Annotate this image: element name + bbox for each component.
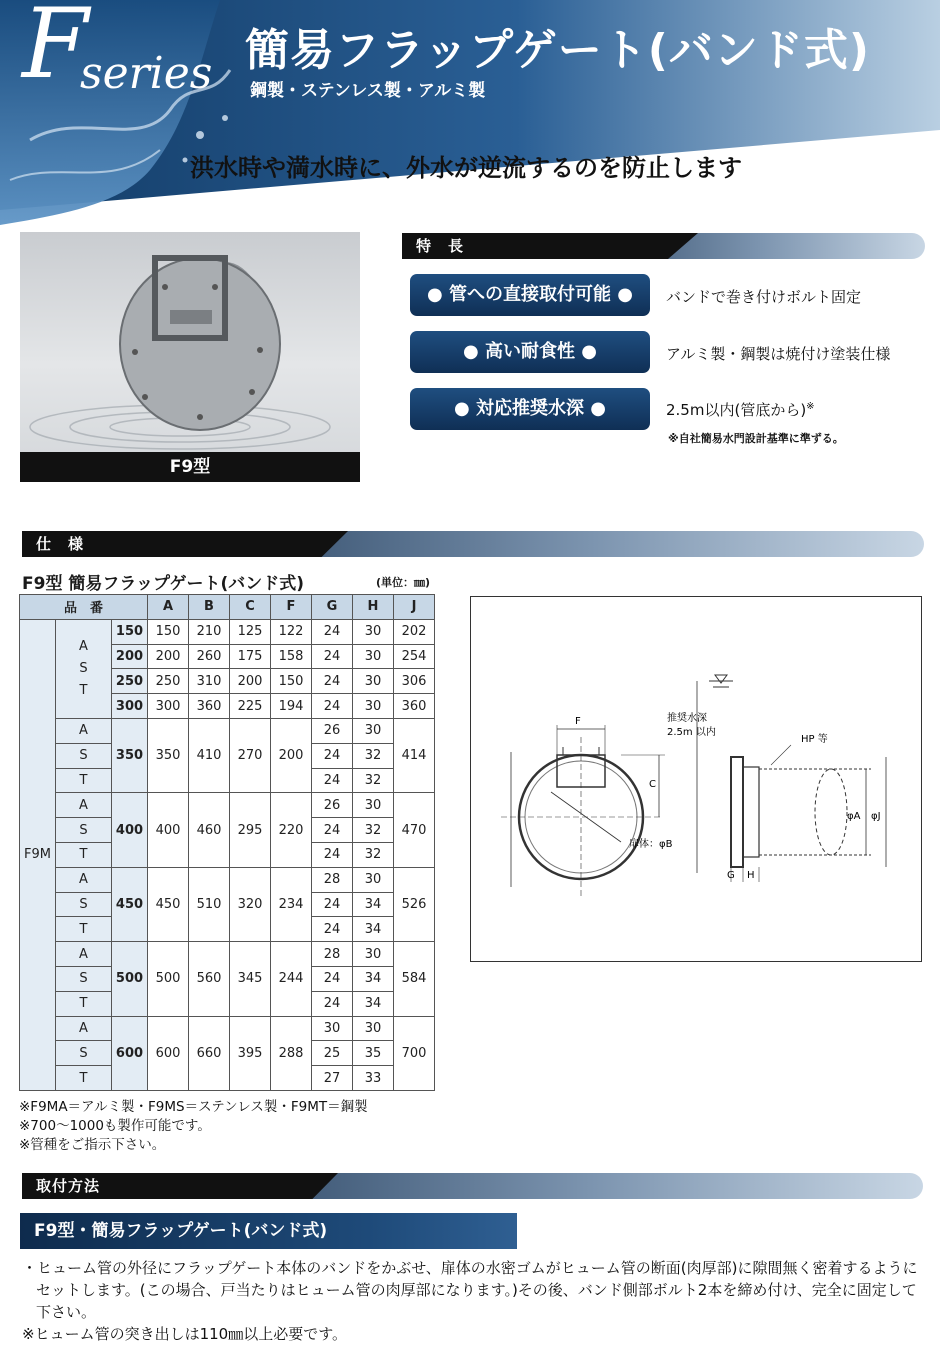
table-cell: 250 [112,669,148,694]
table-cell: 300 [148,694,189,719]
table-cell: 32 [353,818,394,843]
gate-side-view [731,757,743,867]
ast-letters-cell [56,619,112,718]
depth-label-1: 推奨水深 [667,713,707,724]
table-cell: A [56,942,112,967]
spec-notes [19,1098,368,1155]
table-cell: 24 [312,842,353,867]
table-row [20,718,435,743]
feature-corrosion-text: アルミ製・鋼製は焼付け塗装仕様 [666,345,891,363]
table-cell: 175 [230,644,271,669]
table-cell: 30 [353,867,394,892]
table-cell: 225 [230,694,271,719]
table-cell: 700 [394,1016,435,1090]
table-cell: 32 [353,743,394,768]
table-row [20,867,435,892]
col-header-c: C [230,595,271,620]
table-cell: 26 [312,718,353,743]
table-cell: 450 [112,867,148,941]
table-cell: 24 [312,669,353,694]
spec-table [19,594,435,1091]
table-cell: 33 [353,1066,394,1091]
table-cell: 30 [312,1016,353,1041]
table-cell: 600 [112,1016,148,1090]
table-cell: 34 [353,917,394,942]
spec-section-label: 仕 様 [36,535,85,553]
table-row [20,1016,435,1041]
table-cell: 310 [189,669,230,694]
flap-gate-illustration [20,232,360,452]
table-cell: 410 [189,718,230,792]
table-cell: S [56,743,112,768]
table-cell: A [56,1016,112,1041]
table-cell: 30 [353,718,394,743]
table-cell: 234 [271,867,312,941]
hp-label: HP 等 [801,734,828,745]
feature-water-depth: ● 対応推奨水深 ● [410,388,650,430]
page-title: 簡易フラップゲート(バンド式) [245,25,871,76]
spec-unit: (単位：㎜) [376,576,431,589]
spec-table-title: F9型 簡易フラップゲート(バンド式) [22,574,305,594]
dim-label-c: C [649,779,656,790]
table-cell: T [56,991,112,1016]
table-cell: 32 [353,768,394,793]
table-cell: 24 [312,694,353,719]
table-cell: 32 [353,842,394,867]
part-no-header: 品 番 [20,595,148,620]
dim-label-phia: φA [847,811,861,822]
table-cell: 288 [271,1016,312,1090]
table-cell: 360 [394,694,435,719]
door-diameter-label: 扉体：φB [629,839,673,850]
technical-drawing-svg [471,597,923,963]
dim-label-phij: φJ [871,811,881,822]
col-header-h: H [353,595,394,620]
tagline: 洪水時や満水時に、外水が逆流するのを防止します [190,154,742,182]
type-letter: T [79,682,88,698]
table-cell: 584 [394,942,435,1016]
table-cell: 24 [312,619,353,644]
table-cell: 300 [112,694,148,719]
table-cell: 560 [189,942,230,1016]
table-cell: 400 [112,793,148,867]
table-cell: 200 [271,718,312,792]
depth-label-2: 2.5m 以内 [667,727,716,738]
table-cell: 24 [312,743,353,768]
table-cell: 194 [271,694,312,719]
feature-water-depth-text: 2.5m以内(管底から)※ [666,401,815,419]
table-cell: 24 [312,644,353,669]
table-cell: 24 [312,917,353,942]
col-header-j: J [394,595,435,620]
table-cell: 200 [112,644,148,669]
table-cell: 320 [230,867,271,941]
table-cell: 30 [353,619,394,644]
dimension-drawing [470,596,922,962]
table-cell: 345 [230,942,271,1016]
table-cell: 220 [271,793,312,867]
table-cell: 660 [189,1016,230,1090]
table-cell: 250 [148,669,189,694]
col-header-a: A [148,595,189,620]
table-cell: 350 [112,718,148,792]
table-row [20,942,435,967]
series-word: series [80,48,213,99]
table-cell: 34 [353,966,394,991]
table-cell: 125 [230,619,271,644]
table-cell: 158 [271,644,312,669]
table-cell: A [56,793,112,818]
install-subtitle-bar [20,1213,517,1249]
spec-note: ※F9MA＝アルミ製・F9MS＝ステンレス製・F9MT＝鋼製 [19,1099,368,1115]
col-header-g: G [312,595,353,620]
table-cell: A [56,718,112,743]
table-cell: 600 [148,1016,189,1090]
table-cell: 34 [353,991,394,1016]
footnote-mark: ※ [806,401,815,412]
table-cell: 30 [353,793,394,818]
table-cell: S [56,818,112,843]
table-cell: 350 [148,718,189,792]
table-cell: 30 [353,942,394,967]
table-cell: 25 [312,1041,353,1066]
table-cell: 28 [312,942,353,967]
table-cell: 306 [394,669,435,694]
series-letter: F [22,0,89,100]
table-row [20,619,435,644]
dim-label-g: G [727,870,735,881]
table-cell: 24 [312,818,353,843]
table-cell: 470 [394,793,435,867]
spec-section-bar [18,531,924,557]
table-cell: S [56,966,112,991]
table-row [20,793,435,818]
materials-subtitle: 鋼製・ステンレス製・アルミ製 [250,81,486,101]
table-cell: 24 [312,768,353,793]
table-cell: 150 [112,619,148,644]
table-cell: 260 [189,644,230,669]
table-cell: T [56,1066,112,1091]
table-cell: 270 [230,718,271,792]
table-cell: 295 [230,793,271,867]
product-photo [20,232,360,452]
model-cell: F9M [20,619,56,1090]
table-cell: 360 [189,694,230,719]
table-cell: 27 [312,1066,353,1091]
table-cell: 400 [148,793,189,867]
spec-header-row [20,595,435,620]
table-cell: 34 [353,892,394,917]
table-cell: 24 [312,991,353,1016]
table-cell: 395 [230,1016,271,1090]
install-paragraph: ・ヒューム管の外径にフラップゲート本体のバンドをかぶせ、扉体の水密ゴムがヒューム管の断面(肉厚部)に隙間無く密着するようにセットします。(この場合、戸当たりはヒューム管の肉厚部になります。)その後、バンド側部ボルト2本を締め付け、完全に固定して下さい。 [22,1259,918,1321]
install-section-label: 取付方法 [36,1177,101,1195]
table-cell: 28 [312,867,353,892]
table-cell: 510 [189,867,230,941]
table-cell: 460 [189,793,230,867]
table-cell: 150 [271,669,312,694]
table-cell: A [56,867,112,892]
col-header-b: B [189,595,230,620]
table-cell: 26 [312,793,353,818]
feature-footnote: ※自社簡易水門設計基準に準ずる。 [668,432,844,445]
header-banner [0,0,940,225]
table-cell: 35 [353,1041,394,1066]
table-cell: 150 [148,619,189,644]
col-header-f: F [271,595,312,620]
features-section-bar [398,233,925,259]
spec-note: ※管種をご指示下さい。 [19,1137,166,1153]
table-cell: 414 [394,718,435,792]
table-cell: 500 [148,942,189,1016]
photo-caption: F9型 [20,452,360,482]
install-instructions [22,1257,927,1345]
table-cell: 200 [230,669,271,694]
features-section-label: 特 長 [416,237,465,255]
table-cell: S [56,1041,112,1066]
install-subtitle: F9型・簡易フラップゲート(バンド式) [34,1221,328,1241]
table-cell: 210 [189,619,230,644]
table-cell: 450 [148,867,189,941]
install-note: ※ヒューム管の突き出しは110㎜以上必要です。 [22,1325,348,1343]
table-cell: 200 [148,644,189,669]
table-cell: 122 [271,619,312,644]
table-cell: 30 [353,1016,394,1041]
type-letter: S [79,660,88,676]
type-letter: A [79,638,88,654]
table-cell: 30 [353,644,394,669]
table-cell: 24 [312,892,353,917]
feature-direct-mount: ● 管への直接取付可能 ● [410,274,650,316]
table-cell: 244 [271,942,312,1016]
table-cell: 526 [394,867,435,941]
table-cell: T [56,768,112,793]
spec-note: ※700～1000も製作可能です。 [19,1118,211,1134]
table-cell: 254 [394,644,435,669]
table-cell: 500 [112,942,148,1016]
dim-label-f: F [575,716,581,727]
table-cell: 24 [312,966,353,991]
table-cell: 30 [353,694,394,719]
table-cell: 30 [353,669,394,694]
feature-corrosion: ● 高い耐食性 ● [410,331,650,373]
install-section-bar [18,1173,923,1199]
dim-label-h: H [747,870,755,881]
table-cell: T [56,842,112,867]
feature-direct-mount-text: バンドで巻き付けボルト固定 [666,288,862,306]
table-cell: S [56,892,112,917]
table-cell: T [56,917,112,942]
table-cell: 202 [394,619,435,644]
